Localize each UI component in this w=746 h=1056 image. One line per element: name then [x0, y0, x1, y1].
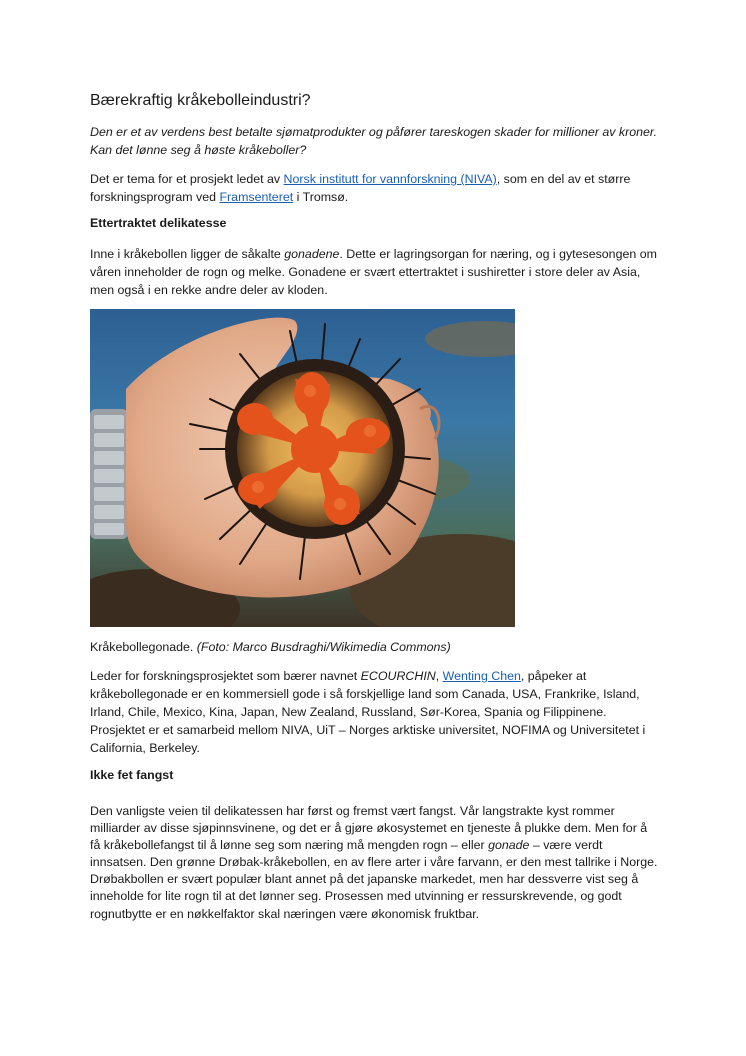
caption-credit: (Foto: Marco Busdraghi/Wikimedia Commons) — [196, 640, 451, 654]
paragraph-text: – være verdt innsatsen. Den grønne Drøbak-kråkebollen, en av flere arter i våre farvann, er den mest tallrike i Norge. Drøbakbollen er svært populær blant annet på det japanske markedet, men har dessverre vist seg å inneholde for lite rogn til at det lønner seg. Prosessen med utvinning er ressurskrevende, og godt rognutbytte er en nøkkelfaktor skal næringen være økonomisk fruktbar. — [90, 838, 658, 921]
emphasis-text: ECOURCHIN — [360, 669, 436, 683]
paragraph-text: . Dette er lagringsorgan for næring, og i gytesesongen om våren inneholder de rogn og melke. Gonadene er svært ettertraktet i sushiretter i store deler av Asia, men også i en rekke andre deler av kloden. — [90, 247, 657, 297]
emphasis-text: gonade — [488, 838, 530, 853]
article-lead: Den er et av verdens best betalte sjømatprodukter og påfører tareskogen skader for millioner av kroner. Kan det lønne seg å høste kråkeboller? — [90, 125, 658, 157]
section-heading: Ettertraktet delikatesse — [90, 216, 227, 230]
wenting-chen-link[interactable]: Wenting Chen — [442, 669, 521, 683]
section2-paragraph — [90, 803, 660, 923]
sea-urchin-photo — [90, 309, 515, 627]
intro-text: Det er tema for et prosjekt ledet av — [90, 172, 284, 186]
niva-link[interactable]: Norsk institutt for vannforskning (NIVA) — [283, 172, 497, 186]
paragraph-text: Den vanligste veien til delikatessen har først og fremst vært fangst. Vår langstrakte kyst rommer milliarder av disse sjøpinnsvinene, og det er å gjøre økosystemet en tjeneste å plukke dem. Men for å få kråkebollefangst til å lønne seg som næring må mengden rogn – eller — [90, 804, 648, 853]
paragraph-text: Leder for forskningsprosjektet som bærer navnet — [90, 669, 361, 683]
emphasis-text: gonadene — [284, 247, 340, 261]
section-heading: Ikke fet fangst — [90, 768, 174, 782]
paragraph-text: , påpeker at kråkebollegonade er en kommersiell gode i så forskjellige land som Canada, USA, Frankrike, Island, Irland, Chile, Mexico, Kina, Japan, New Zealand, Russland, Sør-Korea, Spania og Filippinene. Prosjektet er et samarbeid mellom NIVA, UiT – Norges arktiske universitet, NOFIMA og Universitetet i California, Berkeley. — [90, 669, 646, 755]
intro-text: , som en del av et større forskningsprogram ved — [90, 172, 631, 204]
section1-paragraph — [90, 245, 660, 299]
article-title: Bærekraftig kråkebolleindustri? — [90, 92, 311, 109]
caption-text: Kråkebollegonade. — [90, 640, 197, 654]
framsenteret-link[interactable]: Framsenteret — [219, 190, 294, 204]
intro-text: i Tromsø. — [293, 190, 349, 204]
paragraph-text: , — [435, 669, 443, 683]
paragraph-text: Inne i kråkebollen ligger de såkalte — [90, 247, 285, 261]
intro-paragraph — [90, 170, 660, 206]
photo-caption — [90, 638, 660, 656]
project-paragraph — [90, 667, 660, 757]
